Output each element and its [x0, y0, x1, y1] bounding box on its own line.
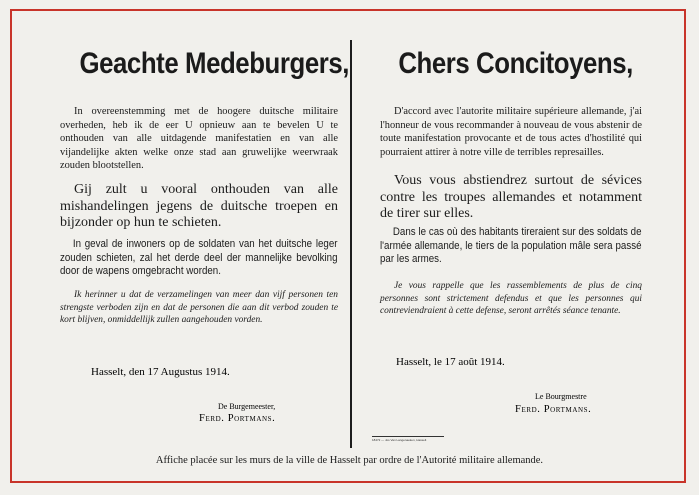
french-paragraph-3: Dans le cas où des habitants tireraient sur des soldats de l'armée allemande, le tiers de la population mâle sera passé par les armes. [380, 226, 642, 265]
dutch-signer-title: De Burgemeester, [218, 402, 276, 411]
dutch-paragraph-2: Gij zult u vooral onthouden van alle mishandelingen jegens de duitsche troepen en bijzonder op hun te schieten. [60, 182, 338, 230]
poster-caption: Affiche placée sur les murs de la ville de Hasselt par ordre de l'Autorité militaire allemande. [155, 455, 544, 466]
french-headline: Chers Concitoyens, [398, 47, 633, 80]
dutch-signature: Ferd. Portmans. [199, 413, 276, 424]
dutch-place-date: Hasselt, den 17 Augustus 1914. [91, 366, 230, 378]
french-paragraph-1: D'accord avec l'autorite militaire supérieure allemande, j'ai l'honneur de vous recommander à nouveau de vous abstenir de toute manifestation provocante et de tous actes d'hostilité qui pourraient attirer à notre ville de terribles represailles. [380, 106, 642, 158]
column-divider [350, 40, 352, 448]
french-signer-title: Le Bourgmestre [535, 392, 587, 401]
dutch-paragraph-1: In overeenstemming met de hoogere duitsche militaire overheden, heb ik de eer U opnieuw aan te bevelen U te onthouden van alle uitdagende manifestatien en van alle vijandelijke akten welke onze stad aan gruwelijke weerwraak zouden blootstellen. [60, 106, 338, 171]
french-signature: Ferd. Portmans. [515, 404, 592, 415]
dutch-headline: Geachte Medeburgers, [79, 47, 350, 80]
printer-imprint: 18472 — Jos Van Langenaeken, Hasselt [372, 436, 444, 442]
dutch-paragraph-4: Ik herinner u dat de verzamelingen van meer dan vijf personen ten strengste verboden zijn en dat de personen die aan dit verbod zouden te kort blijven, onmiddellijk zullen aangehouden vorden. [60, 290, 338, 325]
french-paragraph-2: Vous vous abstiendrez surtout de sévices contre les troupes allemandes et notamment de tirer sur elles. [380, 173, 642, 221]
dutch-paragraph-3: In geval de inwoners op de soldaten van het duitsche leger zouden schieten, zal het derde deel der mannelijke bevolking door de wapens omgebracht worden. [60, 238, 338, 277]
dutch-column [60, 40, 350, 325]
french-paragraph-4: Je vous rappelle que les rassemblements de plus de cinq personnes sont strictement defendus et que les personnes qui contreviendraient à cette defense, seront arrêtés séance tenante. [380, 281, 642, 316]
french-place-date: Hasselt, le 17 août 1914. [396, 356, 505, 368]
french-column [380, 40, 642, 316]
